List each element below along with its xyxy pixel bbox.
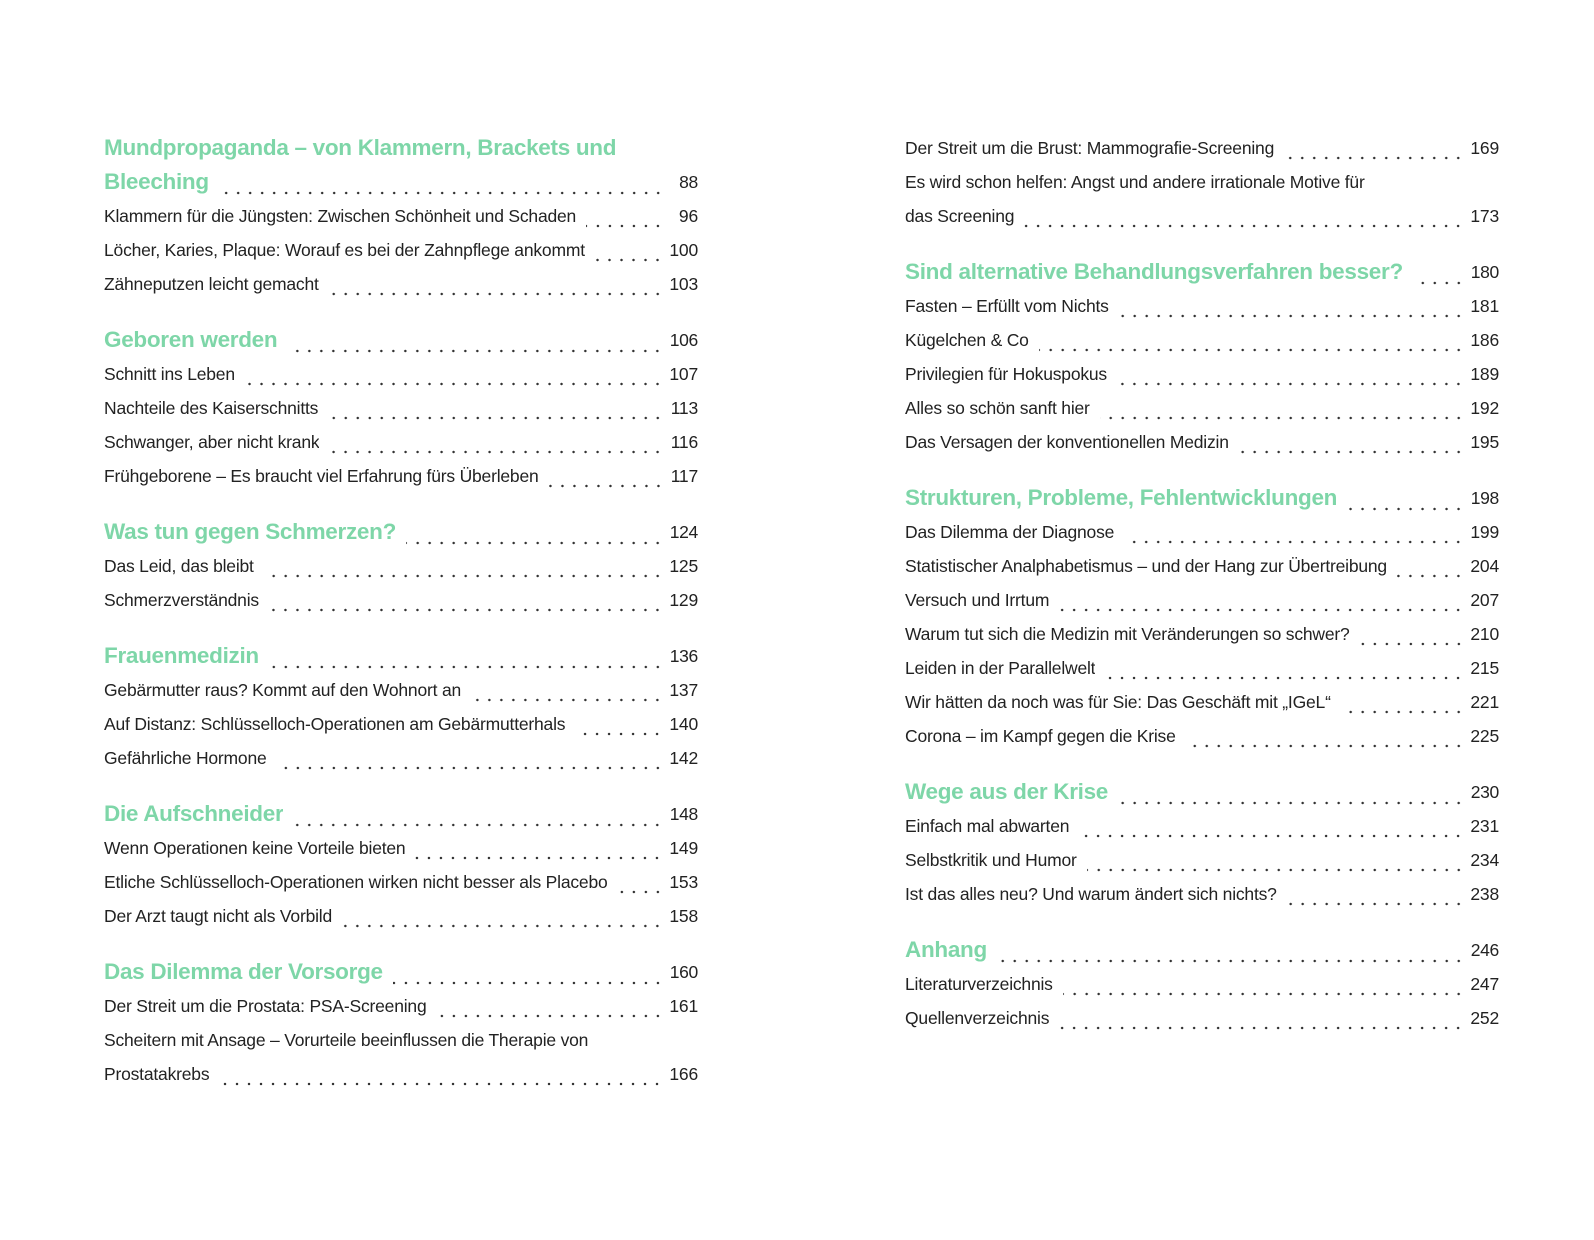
entry-title: Der Arzt taugt nicht als Vorbild — [104, 906, 333, 926]
dot-leader — [1397, 549, 1464, 583]
dot-leader — [269, 639, 664, 673]
chapter-heading-row[interactable] — [905, 775, 1499, 809]
dot-leader — [264, 549, 664, 583]
chapter-heading-row[interactable] — [104, 323, 698, 357]
entry-title: Das Versagen der konventionellen Medizin — [905, 432, 1229, 452]
toc-entry-row[interactable] — [905, 809, 1499, 843]
toc-entry-row[interactable] — [905, 967, 1499, 1001]
dot-leader — [1105, 651, 1464, 685]
toc-entry-row[interactable] — [905, 131, 1499, 165]
toc-entry-row[interactable] — [905, 1001, 1499, 1035]
toc-entry-row[interactable] — [104, 1057, 698, 1091]
dot-leader — [328, 391, 664, 425]
toc-entry-row[interactable] — [905, 719, 1499, 753]
entry-title: Ist das alles neu? Und warum ändert sich nichts? — [905, 884, 1277, 904]
entry-title: Quellenverzeichnis — [905, 1008, 1050, 1028]
page-number: 166 — [669, 1064, 698, 1084]
entry-title: Statistischer Analphabetismus – und der Hang zur Übertreibung — [905, 556, 1387, 576]
entry-title: Einfach mal abwarten — [905, 816, 1070, 836]
entry-title: Kügelchen & Co — [905, 330, 1029, 350]
dot-leader — [1100, 391, 1465, 425]
page-number: 160 — [669, 962, 698, 982]
chapter-block — [104, 515, 698, 617]
dot-leader — [575, 707, 663, 741]
toc-entry-row[interactable] — [905, 323, 1499, 357]
page-number: 136 — [669, 646, 698, 666]
page-number: 195 — [1470, 432, 1499, 452]
page-number: 142 — [669, 748, 698, 768]
toc-entry-row[interactable] — [104, 459, 698, 493]
toc-entry-row[interactable] — [905, 199, 1499, 233]
page-number: 210 — [1470, 624, 1499, 644]
page-number: 106 — [669, 330, 698, 350]
page-number: 230 — [1470, 782, 1499, 802]
chapter-title: Was tun gegen Schmerzen? — [104, 519, 397, 544]
chapter-title: Die Aufschneider — [104, 801, 284, 826]
page-number: 161 — [669, 996, 698, 1016]
page-number: 137 — [669, 680, 698, 700]
chapter-heading-row[interactable] — [905, 481, 1499, 515]
chapter-heading-row[interactable] — [104, 165, 698, 199]
page-number: 149 — [669, 838, 698, 858]
toc-entry-row[interactable] — [104, 233, 698, 267]
dot-leader — [415, 831, 663, 865]
dot-leader — [618, 865, 664, 899]
page-number: 124 — [669, 522, 698, 542]
entry-title: Fasten – Erfüllt vom Nichts — [905, 296, 1109, 316]
page-number: 199 — [1470, 522, 1499, 542]
toc-entry-row[interactable] — [905, 685, 1499, 719]
page-number: 153 — [669, 872, 698, 892]
page-number: 158 — [669, 906, 698, 926]
page-number: 169 — [1470, 138, 1499, 158]
dot-leader — [406, 515, 664, 549]
entry-title: Gefährliche Hormone — [104, 748, 267, 768]
entry-title: Selbstkritik und Humor — [905, 850, 1077, 870]
toc-entry-row[interactable] — [905, 651, 1499, 685]
chapter-block — [905, 933, 1499, 1035]
page-number: 247 — [1470, 974, 1499, 994]
entry-title: Das Leid, das bleibt — [104, 556, 254, 576]
entry-title: Alles so schön sanft hier — [905, 398, 1090, 418]
entry-title: Klammern für die Jüngsten: Zwischen Schönheit und Schaden — [104, 206, 577, 226]
dot-leader — [329, 425, 664, 459]
chapter-heading-row[interactable] — [104, 797, 698, 831]
toc-entry-row[interactable] — [104, 989, 698, 1023]
entry-title: Etliche Schlüsselloch-Operationen wirken nicht besser als Placebo — [104, 872, 608, 892]
dot-leader — [342, 899, 663, 933]
toc-entry-row[interactable] — [104, 707, 698, 741]
toc-entry-row[interactable] — [104, 673, 698, 707]
entry-title: Frühgeborene – Es braucht viel Erfahrung fürs Überleben — [104, 466, 539, 486]
chapter-block — [104, 323, 698, 493]
page-number: 204 — [1470, 556, 1499, 576]
dot-leader — [219, 1057, 663, 1091]
entry-title-line: Scheitern mit Ansage – Vorurteile beeinflussen die Therapie von — [104, 1030, 589, 1050]
page-number: 189 — [1470, 364, 1499, 384]
chapter-title: Anhang — [905, 937, 987, 962]
entry-title: Versuch und Irrtum — [905, 590, 1050, 610]
page-number: 180 — [1470, 262, 1499, 282]
dot-leader — [1039, 323, 1465, 357]
page-number: 103 — [669, 274, 698, 294]
chapter-title-line: Mundpropaganda – von Klammern, Brackets und — [104, 135, 617, 160]
toc-entry-row[interactable] — [104, 865, 698, 899]
chapter-title: Strukturen, Probleme, Fehlentwicklungen — [905, 485, 1338, 510]
page-number: 186 — [1470, 330, 1499, 350]
page-number: 215 — [1470, 658, 1499, 678]
dot-leader — [1347, 481, 1465, 515]
entry-title: Löcher, Karies, Plaque: Worauf es bei der Zahnpflege ankommt — [104, 240, 585, 260]
dot-leader — [1124, 515, 1464, 549]
chapter-heading-row[interactable] — [104, 639, 698, 673]
toc-entry-row[interactable] — [905, 617, 1499, 651]
dot-leader — [245, 357, 664, 391]
page-number: 221 — [1470, 692, 1499, 712]
dot-leader — [1119, 289, 1465, 323]
chapter-title: Geboren werden — [104, 327, 278, 352]
page-number: 198 — [1470, 488, 1499, 508]
chapter-heading-row[interactable] — [104, 515, 698, 549]
dot-leader — [393, 955, 664, 989]
page-number: 129 — [669, 590, 698, 610]
toc-entry-row[interactable] — [905, 843, 1499, 877]
entry-title: Wir hätten da noch was für Sie: Das Geschäft mit „IGeL“ — [905, 692, 1331, 712]
chapter-block — [905, 255, 1499, 459]
page-number: 181 — [1470, 296, 1499, 316]
entry-title: Schmerzverständnis — [104, 590, 259, 610]
toc-entry-row[interactable] — [104, 899, 698, 933]
toc-left-column — [104, 0, 698, 1113]
chapter-block — [104, 955, 698, 1091]
toc-entry-row[interactable] — [905, 289, 1499, 323]
toc-entry-row[interactable] — [104, 357, 698, 391]
chapter-heading-row[interactable] — [104, 955, 698, 989]
chapter-block — [905, 775, 1499, 911]
toc-entry-row[interactable] — [104, 391, 698, 425]
page-number: 231 — [1470, 816, 1499, 836]
entry-title: Gebärmutter raus? Kommt auf den Wohnort an — [104, 680, 462, 700]
entry-title: Auf Distanz: Schlüsselloch-Operationen am Gebärmutterhals — [104, 714, 566, 734]
chapter-title: Das Dilemma der Vorsorge — [104, 959, 383, 984]
dot-leader — [997, 933, 1465, 967]
page-number: 252 — [1470, 1008, 1499, 1028]
toc-entry-row[interactable] — [905, 877, 1499, 911]
dot-leader — [1284, 131, 1464, 165]
entry-title: Der Streit um die Prostata: PSA-Screening — [104, 996, 427, 1016]
dot-leader — [1063, 967, 1465, 1001]
dot-leader — [1117, 357, 1464, 391]
page-number: 107 — [669, 364, 698, 384]
entry-title: Wenn Operationen keine Vorteile bieten — [104, 838, 406, 858]
dot-leader — [277, 741, 664, 775]
chapter-title: Bleeching — [104, 169, 209, 194]
toc-entry-row[interactable] — [104, 549, 698, 583]
entry-title: Das Dilemma der Diagnose — [905, 522, 1115, 542]
dot-leader — [1079, 809, 1464, 843]
dot-leader — [1059, 583, 1464, 617]
dot-leader — [1341, 685, 1465, 719]
dot-leader — [329, 267, 664, 301]
entry-title: Zähneputzen leicht gemacht — [104, 274, 319, 294]
page-number: 117 — [670, 466, 698, 486]
toc-right-column — [905, 0, 1499, 1057]
toc-entry-row[interactable] — [104, 267, 698, 301]
page-number: 88 — [679, 172, 698, 192]
entry-title: Literaturverzeichnis — [905, 974, 1053, 994]
toc-entry-row[interactable] — [104, 831, 698, 865]
entry-title: Leiden in der Parallelwelt — [905, 658, 1096, 678]
dot-leader — [586, 199, 664, 233]
page-number: 113 — [670, 398, 698, 418]
page-number: 238 — [1470, 884, 1499, 904]
dot-leader — [1118, 775, 1465, 809]
chapter-block — [104, 797, 698, 933]
toc-entry-row[interactable] — [905, 357, 1499, 391]
entry-title: Prostatakrebs — [104, 1064, 210, 1084]
entry-title-line: Es wird schon helfen: Angst und andere irrationale Motive für — [905, 172, 1365, 192]
dot-leader — [437, 989, 664, 1023]
dot-leader — [1287, 877, 1465, 911]
chapter-block — [905, 131, 1499, 233]
chapter-block — [104, 131, 698, 301]
entry-title: Warum tut sich die Medizin mit Veränderungen so schwer? — [905, 624, 1350, 644]
chapter-title: Wege aus der Krise — [905, 779, 1109, 804]
chapter-block — [905, 481, 1499, 753]
dot-leader — [1239, 425, 1465, 459]
dot-leader — [1186, 719, 1465, 753]
page-number: 173 — [1470, 206, 1499, 226]
page-number: 140 — [669, 714, 698, 734]
page-number: 192 — [1470, 398, 1499, 418]
dot-leader — [595, 233, 664, 267]
entry-title: Corona – im Kampf gegen die Krise — [905, 726, 1176, 746]
page-number: 116 — [670, 432, 698, 452]
dot-leader — [1024, 199, 1464, 233]
dot-leader — [269, 583, 663, 617]
page-number: 207 — [1470, 590, 1499, 610]
page-number: 125 — [669, 556, 698, 576]
page-number: 225 — [1470, 726, 1499, 746]
chapter-title: Sind alternative Behandlungsverfahren besser? — [905, 259, 1403, 284]
toc-entry-row[interactable] — [905, 425, 1499, 459]
chapter-title: Frauenmedizin — [104, 643, 259, 668]
toc-entry-row[interactable] — [905, 583, 1499, 617]
toc-entry-row[interactable] — [104, 583, 698, 617]
chapter-heading-row[interactable] — [905, 255, 1499, 289]
toc-entry-row[interactable] — [905, 391, 1499, 425]
entry-title: Privilegien für Hokuspokus — [905, 364, 1107, 384]
toc-entry-row[interactable] — [104, 425, 698, 459]
toc-entry-row[interactable] — [905, 549, 1499, 583]
dot-leader — [471, 673, 663, 707]
entry-title: Nachteile des Kaiserschnitts — [104, 398, 319, 418]
dot-leader — [549, 459, 664, 493]
entry-title: das Screening — [905, 206, 1015, 226]
toc-entry-row[interactable] — [104, 199, 698, 233]
chapter-block — [104, 639, 698, 775]
dot-leader — [287, 323, 663, 357]
entry-title: Schnitt ins Leben — [104, 364, 235, 384]
toc-entry-row[interactable] — [104, 741, 698, 775]
page-number: 148 — [669, 804, 698, 824]
entry-title: Der Streit um die Brust: Mammografie-Screening — [905, 138, 1275, 158]
page-number: 100 — [669, 240, 698, 260]
chapter-heading-row[interactable] — [905, 933, 1499, 967]
dot-leader — [1360, 617, 1465, 651]
dot-leader — [219, 165, 664, 199]
toc-entry-row[interactable] — [905, 515, 1499, 549]
dot-leader — [1059, 1001, 1464, 1035]
page-number: 234 — [1470, 850, 1499, 870]
page-number: 96 — [678, 206, 698, 226]
dot-leader — [1087, 843, 1465, 877]
entry-title: Schwanger, aber nicht krank — [104, 432, 320, 452]
dot-leader — [293, 797, 663, 831]
page-number: 246 — [1470, 940, 1499, 960]
dot-leader — [1413, 255, 1465, 289]
